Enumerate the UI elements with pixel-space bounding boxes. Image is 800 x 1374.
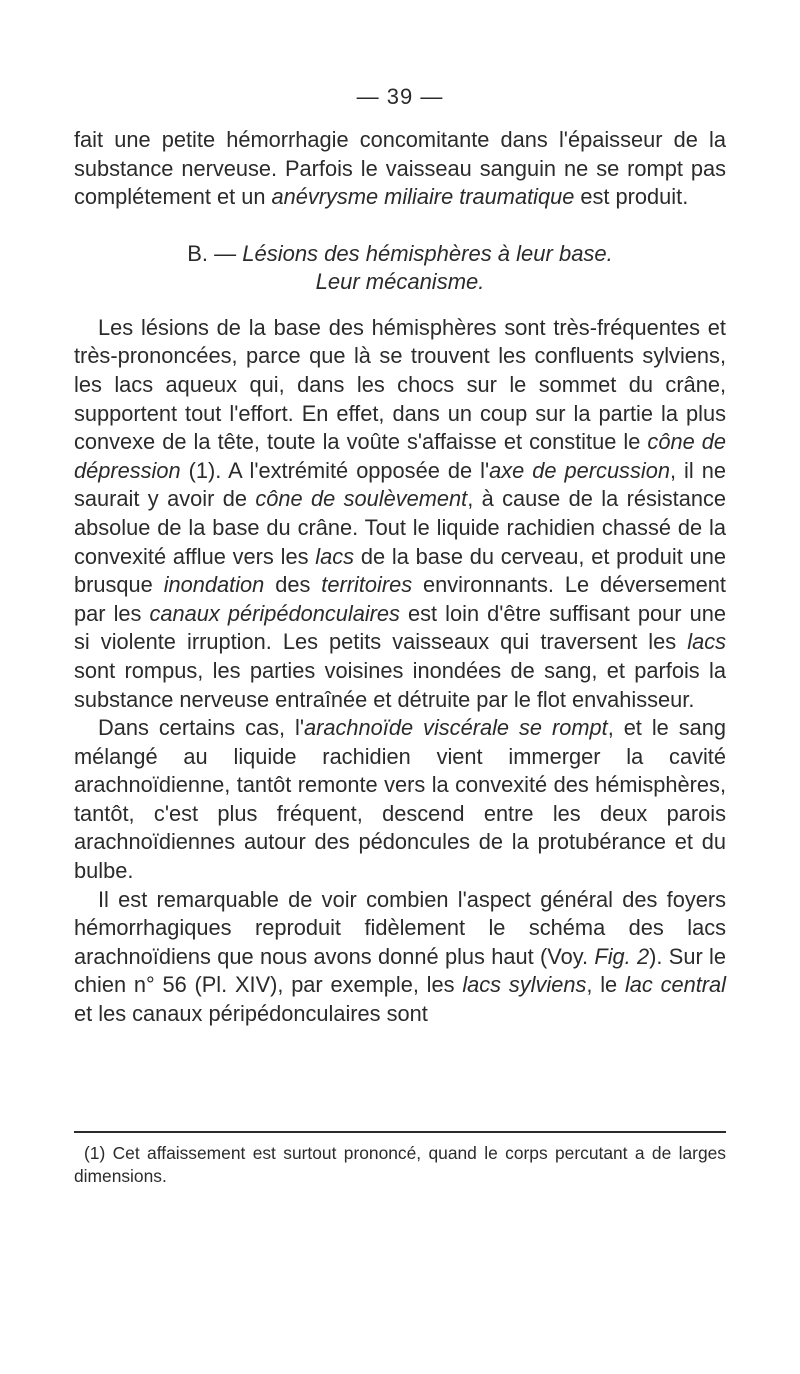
italic-term: axe de percussion (489, 457, 670, 483)
text-run: ). Sur le chien n° 56 (Pl. XIV), par exemple, les (74, 943, 726, 998)
text-run: et les canaux péripédonculaires sont (74, 1001, 428, 1027)
italic-term: lacs (687, 629, 726, 655)
italic-term: Fig. 2 (594, 943, 650, 969)
section-heading (74, 240, 726, 296)
italic-term: lacs sylviens (462, 972, 587, 998)
text-run: environnants. Le déversement par les (74, 572, 726, 626)
heading-line-1 (74, 240, 726, 268)
text-run: , à cause de la résistance absolue de la base du crâne. Tout le liquide rachidien chassé de la convexité afflue vers les (74, 486, 726, 569)
text-run: sont rompus, les parties voisines inondées de sang, et parfois la substance nerveuse entraînée et détruite par le flot envahisseur. (74, 657, 726, 712)
page-number: — 39 — (356, 84, 444, 109)
italic-term: territoires (321, 572, 413, 598)
italic-term: inondation (163, 572, 265, 598)
text-run: , le (586, 972, 625, 998)
text-run: de la base du cerveau, et produit une brusque (74, 543, 726, 598)
text-run: (1). A l'extrémité opposée de l' (180, 457, 490, 483)
italic-term: lacs (315, 543, 355, 569)
italic-term: cône de dépression (74, 429, 726, 483)
text-run: Les lésions de la base des hémisphères sont très-fréquentes et très-prononcées, parce que là se trouvent les confluents sylviens, les lacs aqueux qui, dans les chocs sur le sommet du crâne, supportent tout l'effort. En effet, dans un coup sur la partie la plus convexe de la tête, toute la voûte s'affaisse et constitue le (74, 314, 726, 455)
heading-line-2 (74, 268, 726, 296)
text-run: , et le sang mélangé au liquide rachidien vient immerger la cavité arachnoïdienne, tantôt remonte vers la convexité des hémisphères, tantôt, c'est plus fréquent, descend entre les deux parois arachnoïdiennes autour des pédoncules de la protubérance et du bulbe. (74, 715, 726, 884)
text-run: est loin d'être suffisant pour une si violente irruption. Les petits vaisseaux qui traversent les (74, 600, 726, 655)
text-run: fait une petite hémorrhagie concomitante dans l'épaisseur de la substance nerveuse. Parfois le vaisseau sanguin ne se rompt pas complétement et un (74, 127, 726, 210)
footnote (74, 1142, 726, 1188)
paragraph (74, 886, 726, 1029)
paragraph (74, 314, 726, 714)
paragraph (74, 126, 726, 212)
heading-title: Lésions des hémisphères à leur base. (242, 240, 613, 266)
text-run: des (264, 572, 322, 598)
heading-subtitle: Leur mécanisme. (315, 268, 485, 294)
text-run: Il est remarquable de voir combien l'aspect général des foyers hémorrhagiques reproduit fidèlement le schéma des lacs arachnoïdiens que nous avons donné plus haut (Voy. (74, 886, 726, 969)
footnote-text: (1) Cet affaissement est surtout prononcé, quand le corps percutant a de larges dimensions. (74, 1143, 726, 1186)
heading-prefix: B. — (187, 240, 243, 266)
footnote-rule (74, 1131, 726, 1133)
paragraph (74, 714, 726, 886)
italic-term: anévrysme miliaire traumatique (271, 184, 575, 210)
main-text (74, 126, 726, 1029)
text-run: , il ne saurait y avoir de (74, 457, 726, 512)
text-run: est produit. (574, 184, 689, 210)
italic-term: cône de soulèvement (255, 486, 468, 512)
italic-term: canaux péripédonculaires (149, 600, 400, 626)
italic-term: arachnoïde viscérale se rompt (304, 715, 608, 741)
text-run: Dans certains cas, l' (98, 715, 305, 741)
italic-term: lac central (624, 972, 726, 998)
